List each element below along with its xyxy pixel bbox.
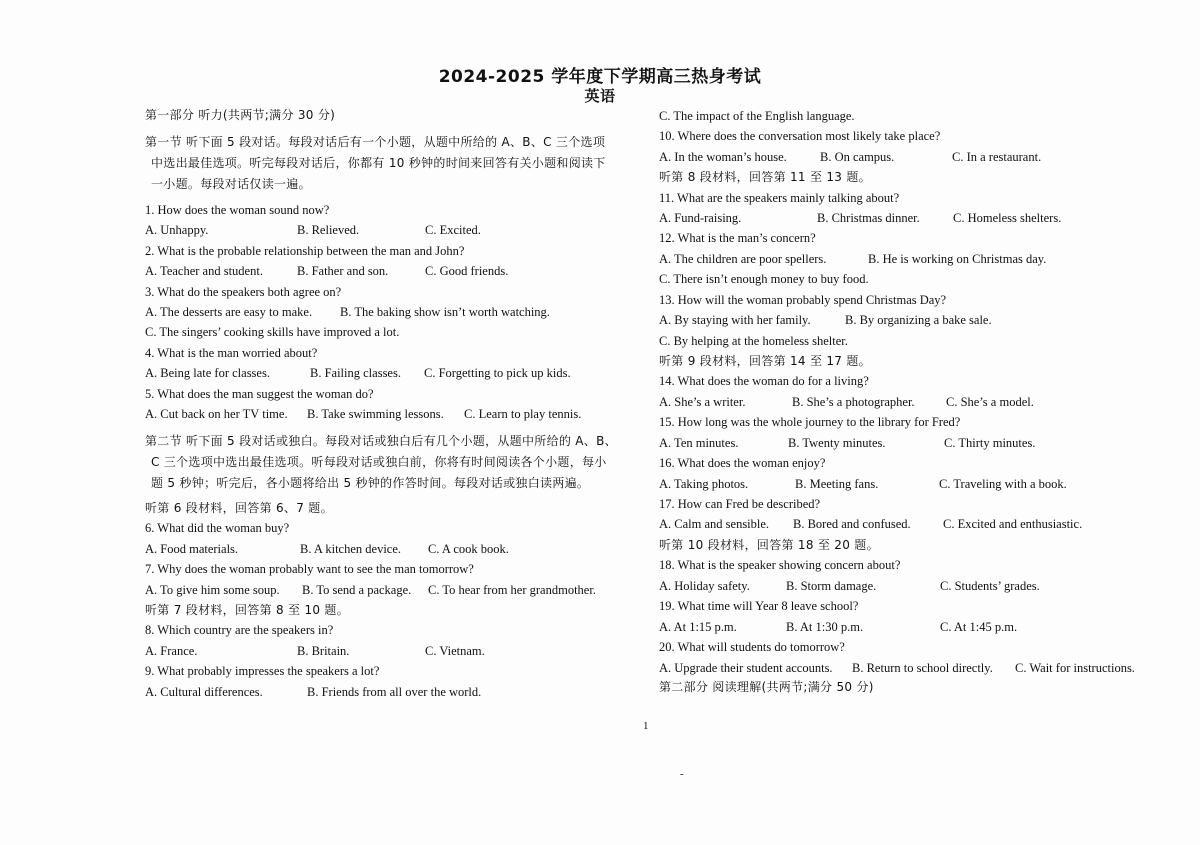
- option-b: B. By organizing a bake sale.: [845, 313, 992, 327]
- option-b: B. She’s a photographer.: [792, 395, 915, 409]
- option-b: B. Meeting fans.: [795, 477, 879, 491]
- question-stem: 7. Why does the woman probably want to see the man tomorrow?: [145, 562, 474, 576]
- option-b: B. Friends from all over the world.: [307, 685, 482, 699]
- option-b: B. Britain.: [297, 644, 350, 658]
- option-c: C. There isn’t enough money to buy food.: [659, 272, 869, 286]
- question-stem: 9. What probably impresses the speakers a lot?: [145, 664, 380, 678]
- option-c: C. Excited and enthusiastic.: [943, 517, 1083, 531]
- option-a: A. Food materials.: [145, 542, 239, 556]
- option-a: A. Cut back on her TV time.: [145, 407, 288, 421]
- question-stem: 20. What will students do tomorrow?: [659, 640, 845, 654]
- footer-mark: -: [680, 768, 684, 780]
- option-b: B. Father and son.: [297, 264, 389, 278]
- question-stem: 13. How will the woman probably spend Christmas Day?: [659, 293, 947, 307]
- question-stem: 6. What did the woman buy?: [145, 521, 290, 535]
- option-a: A. The desserts are easy to make.: [145, 305, 313, 319]
- option-b: B. Christmas dinner.: [817, 211, 920, 225]
- option-b: B. Take swimming lessons.: [307, 407, 444, 421]
- option-a: A. Holiday safety.: [659, 579, 750, 593]
- question-stem: 1. How does the woman sound now?: [145, 203, 330, 217]
- question-stem: 14. What does the woman do for a living?: [659, 374, 869, 388]
- question-stem: 12. What is the man’s concern?: [659, 231, 816, 245]
- option-c: C. To hear from her grandmother.: [428, 583, 596, 597]
- option-a: A. Being late for classes.: [145, 366, 270, 380]
- option-c: C. Learn to play tennis.: [464, 407, 582, 421]
- option-b: B. On campus.: [820, 150, 895, 164]
- option-c: C. Homeless shelters.: [953, 211, 1062, 225]
- option-c: C. The impact of the English language.: [659, 109, 855, 123]
- option-c: C. Good friends.: [425, 264, 509, 278]
- option-c: C. In a restaurant.: [952, 150, 1042, 164]
- option-c: C. Wait for instructions.: [1015, 661, 1135, 675]
- question-stem: 16. What does the woman enjoy?: [659, 456, 826, 470]
- option-c: C. The singers’ cooking skills have improved a lot.: [145, 325, 400, 339]
- option-a: A. Upgrade their student accounts.: [659, 661, 833, 675]
- option-a: A. At 1:15 p.m.: [659, 620, 737, 634]
- material-heading: 听第 10 段材料，回答第 18 至 20 题。: [659, 538, 879, 552]
- question-stem: 2. What is the probable relationship between the man and John?: [145, 244, 465, 258]
- option-b: B. Bored and confused.: [793, 517, 911, 531]
- option-a: A. She’s a writer.: [659, 395, 746, 409]
- option-c: C. A cook book.: [428, 542, 509, 556]
- section2-intro-line: 第二节 听下面 5 段对话或独白。每段对话或独白后有几个小题，从题中所给的 A、B、: [145, 434, 617, 448]
- material-heading: 听第 8 段材料，回答第 11 至 13 题。: [659, 170, 871, 184]
- option-c: C. By helping at the homeless shelter.: [659, 334, 848, 348]
- option-a: A. In the woman’s house.: [659, 150, 787, 164]
- option-a: A. Unhappy.: [145, 223, 209, 237]
- option-c: C. Vietnam.: [425, 644, 485, 658]
- option-b: B. Storm damage.: [786, 579, 877, 593]
- material-heading: 听第 6 段材料，回答第 6、7 题。: [145, 501, 333, 515]
- option-b: B. A kitchen device.: [300, 542, 402, 556]
- option-a: A. Teacher and student.: [145, 264, 263, 278]
- question-stem: 15. How long was the whole journey to the library for Fred?: [659, 415, 961, 429]
- option-b: B. Return to school directly.: [852, 661, 993, 675]
- option-a: A. France.: [145, 644, 198, 658]
- material-heading: 听第 9 段材料，回答第 14 至 17 题。: [659, 354, 871, 368]
- option-c: C. Forgetting to pick up kids.: [424, 366, 571, 380]
- option-a: A. Calm and sensible.: [659, 517, 770, 531]
- exam-subject: 英语: [584, 87, 616, 105]
- option-a: A. The children are poor spellers.: [659, 252, 827, 266]
- section1-intro-line: 一小题。每段对话仅读一遍。: [151, 177, 311, 191]
- question-stem: 8. Which country are the speakers in?: [145, 623, 334, 637]
- part1-heading: 第一部分 听力(共两节;满分 30 分): [145, 108, 336, 122]
- question-stem: 17. How can Fred be described?: [659, 497, 821, 511]
- option-b: B. Twenty minutes.: [788, 436, 886, 450]
- option-a: A. Fund-raising.: [659, 211, 742, 225]
- option-a: A. To give him some soup.: [145, 583, 280, 597]
- option-c: C. At 1:45 p.m.: [940, 620, 1018, 634]
- option-b: B. At 1:30 p.m.: [786, 620, 864, 634]
- question-stem: 10. Where does the conversation most likely take place?: [659, 129, 941, 143]
- section2-intro-line: 题 5 秒钟；听完后，各小题将给出 5 秒钟的作答时间。每段对话或独白读两遍。: [151, 476, 590, 490]
- question-stem: 19. What time will Year 8 leave school?: [659, 599, 859, 613]
- option-b: B. He is working on Christmas day.: [868, 252, 1047, 266]
- exam-title: 2024-2025 学年度下学期高三热身考试: [438, 67, 762, 87]
- page-number: 1: [643, 720, 649, 732]
- option-a: A. Taking photos.: [659, 477, 749, 491]
- option-a: A. Ten minutes.: [659, 436, 739, 450]
- option-b: B. The baking show isn’t worth watching.: [340, 305, 550, 319]
- question-stem: 11. What are the speakers mainly talking about?: [659, 191, 900, 205]
- part2-heading: 第二部分 阅读理解(共两节;满分 50 分): [659, 680, 874, 694]
- section2-intro-line: C 三个选项中选出最佳选项。听每段对话或独白前，你将有时间阅读各个小题，每小: [151, 455, 607, 469]
- option-c: C. Students’ grades.: [940, 579, 1040, 593]
- question-stem: 4. What is the man worried about?: [145, 346, 318, 360]
- option-c: C. Traveling with a book.: [939, 477, 1067, 491]
- option-c: C. She’s a model.: [946, 395, 1034, 409]
- section1-intro-line: 第一节 听下面 5 段对话。每段对话后有一个小题，从题中所给的 A、B、C 三个选项: [145, 135, 606, 149]
- option-b: B. Failing classes.: [310, 366, 401, 380]
- section1-intro-line: 中选出最佳选项。听完每段对话后，你都有 10 秒钟的时间来回答有关小题和阅读下: [151, 156, 606, 170]
- question-stem: 5. What does the man suggest the woman do?: [145, 387, 374, 401]
- option-b: B. To send a package.: [302, 583, 412, 597]
- question-stem: 3. What do the speakers both agree on?: [145, 285, 342, 299]
- option-b: B. Relieved.: [297, 223, 360, 237]
- option-c: C. Thirty minutes.: [944, 436, 1036, 450]
- option-a: A. Cultural differences.: [145, 685, 263, 699]
- material-heading: 听第 7 段材料，回答第 8 至 10 题。: [145, 603, 350, 617]
- question-stem: 18. What is the speaker showing concern about?: [659, 558, 901, 572]
- option-a: A. By staying with her family.: [659, 313, 811, 327]
- option-c: C. Excited.: [425, 223, 481, 237]
